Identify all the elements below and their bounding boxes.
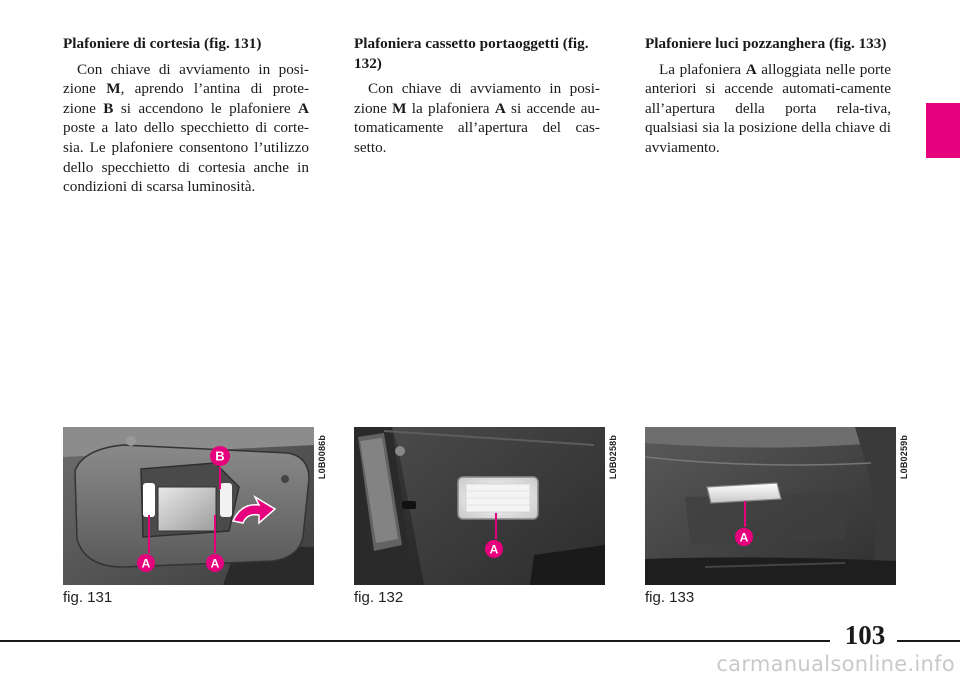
text-run: Con chiave di avviamento in posi-zione [354, 80, 600, 117]
watermark-text: carmanualsonline.info [716, 652, 955, 676]
footer-rule-left [0, 640, 830, 642]
callout-label-a: A [489, 542, 499, 557]
section-heading: Plafoniere di cortesia (fig. 131) [63, 35, 262, 52]
figure-caption: fig. 133 [645, 589, 695, 606]
section-body [645, 60, 891, 158]
section-tab-marker [926, 103, 960, 158]
figure-code: L0B0258b [608, 434, 618, 480]
figure-code: L0B0259b [899, 434, 909, 480]
text-run: si accendono le plafoniere [113, 99, 299, 117]
bold-reference: A [298, 99, 309, 117]
footer-rule-right [897, 640, 960, 642]
section-glovebox-light [354, 34, 600, 158]
bold-reference: M [106, 80, 121, 98]
figure-code: L0B0086b [317, 434, 327, 480]
figure-132-glovebox-light [354, 427, 605, 585]
callout-label-a-left: A [141, 556, 151, 571]
section-heading: Plafoniere luci pozzanghera (fig. 133) [645, 35, 887, 52]
bold-reference: A [745, 60, 757, 78]
page-number: 103 [844, 620, 886, 650]
figure-131-sun-visor [63, 427, 314, 585]
bold-reference: A [494, 99, 506, 117]
section-courtesy-lights [63, 34, 309, 197]
text-run: alloggiata nelle porte anteriori si accende automati-camente all’apertura della porta rela-tiva, qualsiasi sia la posizione della chiave di avviamento. [645, 60, 891, 156]
section-body [354, 79, 600, 157]
section-puddle-lights [645, 34, 891, 158]
figure-133-puddle-light [645, 427, 896, 585]
section-heading: Plafoniera cassetto portaoggetti (fig. 132) [354, 35, 589, 72]
figure-caption: fig. 132 [354, 589, 404, 606]
section-body [63, 60, 309, 197]
callout-label-a-right: A [210, 556, 220, 571]
text-run: Con chiave di avviamento in posi-zione [63, 60, 309, 98]
text-run: La plafoniera [659, 60, 746, 78]
text-run: la plafoniera [406, 99, 495, 117]
bold-reference: B [103, 99, 114, 117]
callout-label-b: B [215, 448, 225, 464]
figure-caption: fig. 131 [63, 589, 113, 606]
bold-reference: M [392, 99, 407, 117]
text-run: , aprendo l’antina di prote-zione [63, 80, 309, 117]
text-run: poste a lato dello specchietto di corte-sia. Le plafoniere consentono l’utilizzo dello specchietto di cortesia anche in condizioni di scarsa luminosità. [63, 119, 309, 196]
text-run: si accende au-tomaticamente all’apertura del cas-setto. [354, 99, 600, 156]
callout-label-a: A [739, 530, 749, 545]
